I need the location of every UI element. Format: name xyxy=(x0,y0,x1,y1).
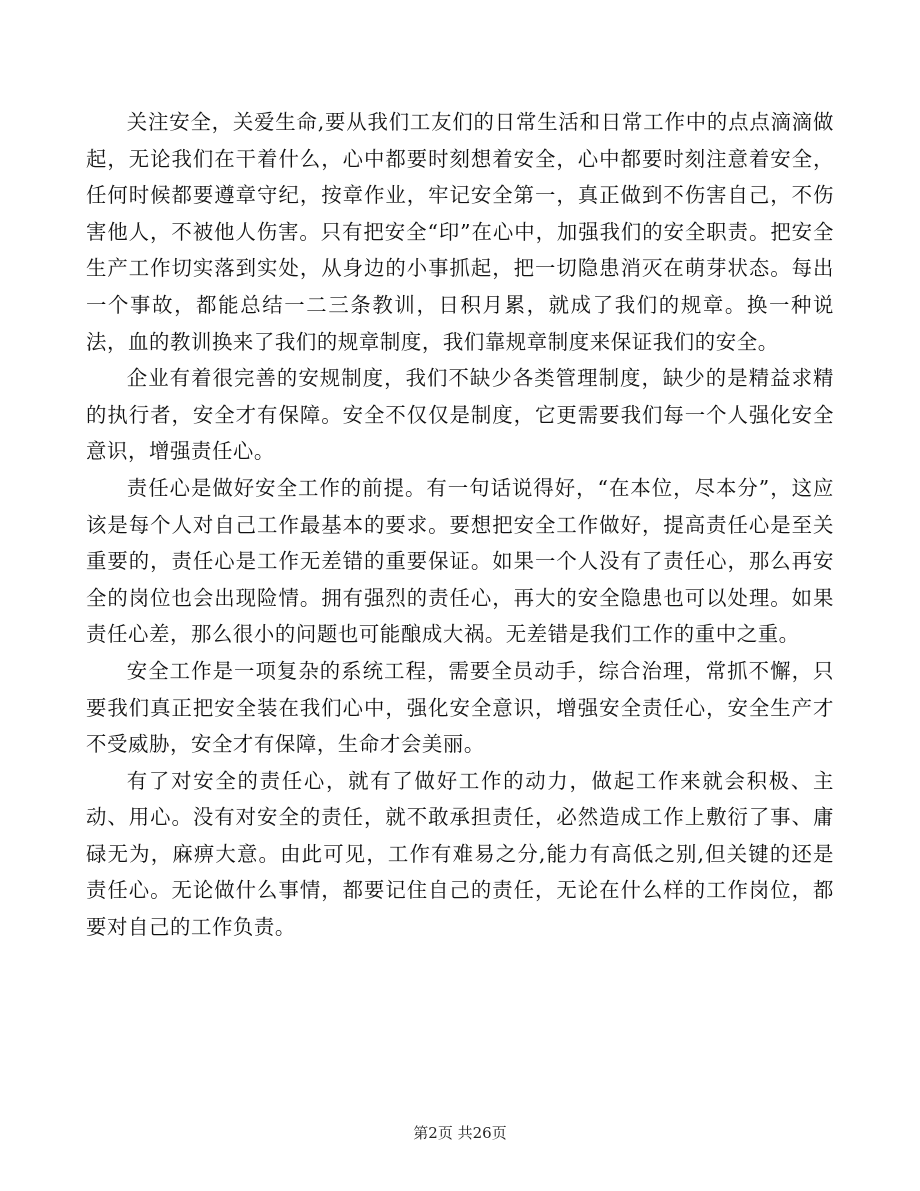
paragraph-3: 责任心是做好安全工作的前提。有一句话说得好，“在本位，尽本分”，这应该是每个人对自己工作最基本的要求。要想把安全工作做好，提高责任心是至关重要的，责任心是工作无差错的重要保证。如果一个人没有了责任心，那么再安全的岗位也会出现险情。拥有强烈的责任心，再大的安全隐患也可以处理。如果责任心差，那么很小的问题也可能酿成大祸。无差错是我们工作的重中之重。 xyxy=(86,475,834,647)
paragraph-5: 有了对安全的责任心，就有了做好工作的动力，做起工作来就会积极、主动、用心。没有对安全的责任，就不敢承担责任，必然造成工作上敷衍了事、庸碌无为，麻痹大意。由此可见，工作有难易之分,能力有高低之别,但关键的还是责任心。无论做什么事情，都要记住自己的责任，无论在什么样的工作岗位，都要对自己的工作负责。 xyxy=(86,768,834,940)
paragraph-2: 企业有着很完善的安规制度，我们不缺少各类管理制度，缺少的是精益求精的执行者，安全才有保障。安全不仅仅是制度，它更需要我们每一个人强化安全意识，增强责任心。 xyxy=(86,366,834,464)
paragraph-1: 关注安全，关爱生命,要从我们工友们的日常生活和日常工作中的点点滴滴做起，无论我们在干着什么，心中都要时刻想着安全，心中都要时刻注意着安全，任何时候都要遵章守纪，按章作业，牢记安全第一，真正做到不伤害自己，不伤害他人，不被他人伤害。只有把安全“印”在心中，加强我们的安全职责。把安全生产工作切实落到实处，从身边的小事抓起，把一切隐患消灭在萌芽状态。每出一个事故，都能总结一二三条教训，日积月累，就成了我们的规章。换一种说法，血的教训换来了我们的规章制度，我们靠规章制度来保证我们的安全。 xyxy=(86,110,834,354)
page-number-footer: 第2页 共26页 xyxy=(413,1124,507,1142)
document-body xyxy=(86,104,834,946)
paragraph-4: 安全工作是一项复杂的系统工程，需要全员动手，综合治理，常抓不懈，只要我们真正把安全装在我们心中，强化安全意识，增强安全责任心，安全生产才不受威胁，安全才有保障，生命才会美丽。 xyxy=(86,658,834,757)
